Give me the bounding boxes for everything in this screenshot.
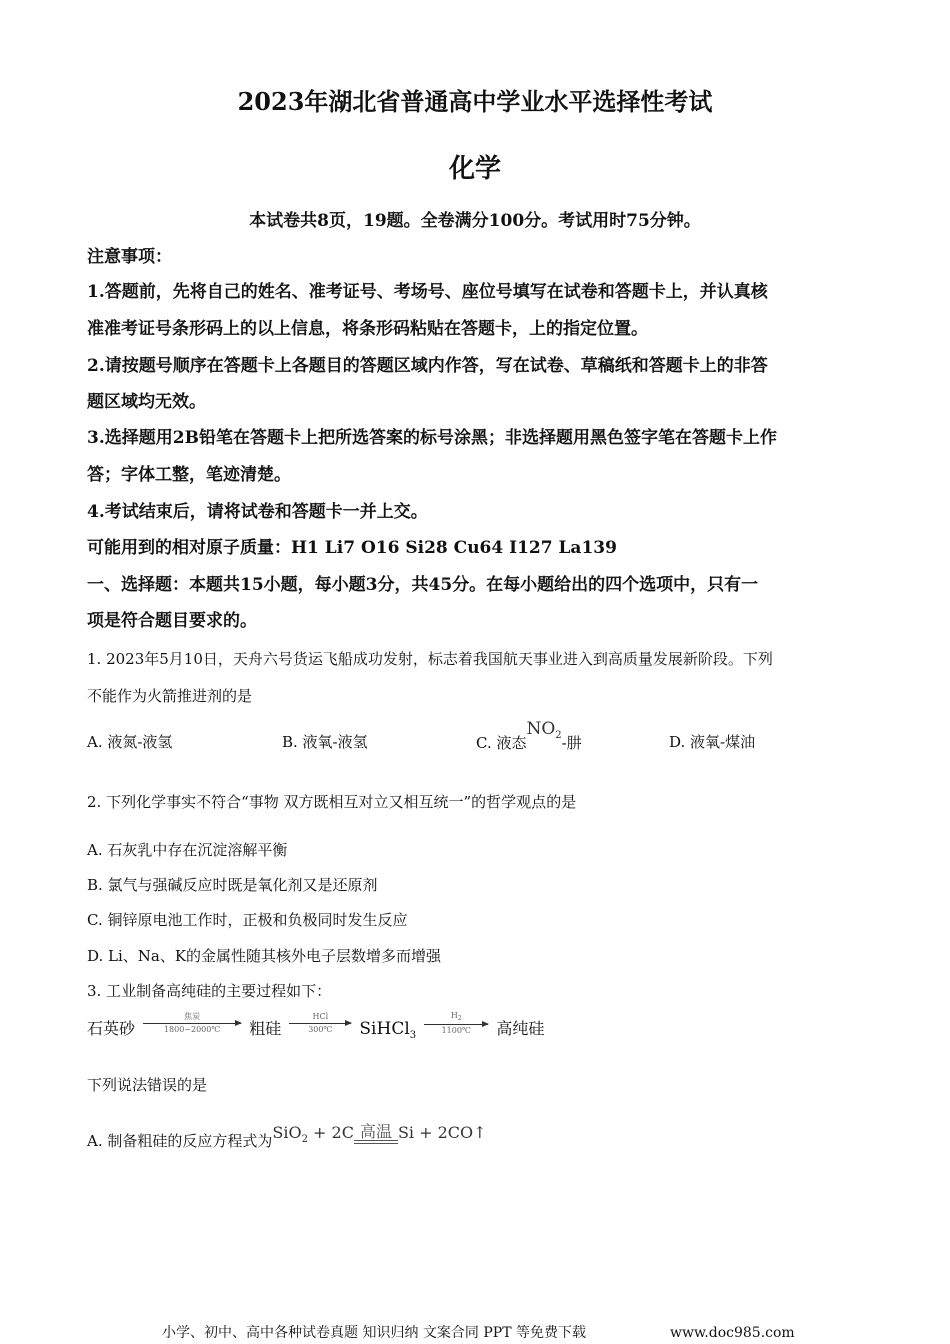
arrow-icon (424, 1024, 488, 1025)
q1-option-a: A. 液氮-液氢 (87, 733, 173, 751)
exam-info: 本试卷共8页，19题。全卷满分100分。考试用时75分钟。 (249, 211, 701, 231)
page-title: 2023年湖北省普通高中学业水平选择性考试 (237, 87, 713, 116)
q2-option-b: B. 氯气与强碱反应时既是氧化剂又是还原剂 (87, 876, 378, 894)
q2-option-c: C. 铜锌原电池工作时，正极和负极同时发生反应 (87, 911, 408, 929)
footer-url[interactable]: www.doc985.com (670, 1325, 795, 1341)
footer-text: 小学、初中、高中各种试卷真题 知识归纳 文案合同 PPT 等免费下载 (162, 1325, 586, 1341)
notice-line: 2.请按题号顺序在答题卡上各题目的答题区域内作答，写在试卷、草稿纸和答题卡上的非答 (87, 356, 768, 376)
notice-line: 题区域均无效。 (87, 392, 206, 412)
notice-line: 1.答题前，先将自己的姓名、准考证号、考场号、座位号填写在试卷和答题卡上，并认真核 (87, 282, 768, 302)
arrow-icon (289, 1023, 351, 1024)
q3-option-a: A. 制备粗硅的反应方程式为SiO$_2$ + 2C 高温 Si + 2CO↑ (87, 1122, 487, 1150)
atomic-masses: 可能用到的相对原子质量：H1 Li7 O16 Si28 Cu64 I127 La139 (87, 538, 617, 558)
section-heading: 一、选择题：本题共15小题，每小题3分，共45分。在每小题给出的四个选项中，只有一 (87, 575, 759, 595)
q1-stem: 不能作为火箭推进剂的是 (87, 687, 253, 705)
q2-stem: 2. 下列化学事实不符合“事物 双方既相互对立又相互统一”的哲学观点的是 (87, 793, 577, 811)
arrow-icon (143, 1023, 241, 1024)
notice-heading: 注意事项： (87, 247, 172, 267)
q3-stem: 3. 工业制备高纯硅的主要过程如下： (87, 982, 332, 1000)
notice-line: 准准考证号条形码上的以上信息，将条形码粘贴在答题卡，上的指定位置。 (87, 319, 648, 339)
q2-option-d: D. Li、Na、K的金属性随其核外电子层数增多而增强 (87, 947, 442, 965)
reaction-scheme: 石英砂 焦炭 1800~2000℃ 粗硅 HCl 300℃ SiHCl$_3$ $\frac{H_2}{1100℃}$ 高纯硅 (87, 1011, 545, 1041)
subject-title: 化学 (448, 154, 501, 184)
q1-option-c: C. 液态$NO_2-$肼 (476, 719, 582, 752)
q1-option-d: D. 液氧-煤油 (669, 733, 756, 751)
notice-line: 答；字体工整，笔迹清楚。 (87, 465, 291, 485)
section-heading: 项是符合题目要求的。 (87, 611, 257, 631)
q2-option-a: A. 石灰乳中存在沉淀溶解平衡 (87, 841, 288, 859)
q1-option-b: B. 液氧-液氢 (282, 733, 368, 751)
notice-line: 3.选择题用2B铅笔在答题卡上把所选答案的标号涂黑；非选择题用黑色签字笔在答题卡上作 (87, 428, 777, 448)
q1-stem: 1. 2023年5月10日，天舟六号货运飞船成功发射，标志着我国航天事业进入到高质量发展新阶段。下列 (87, 650, 773, 668)
notice-line: 4.考试结束后，请将试卷和答题卡一并上交。 (87, 502, 428, 522)
q3-question: 下列说法错误的是 (87, 1076, 208, 1094)
